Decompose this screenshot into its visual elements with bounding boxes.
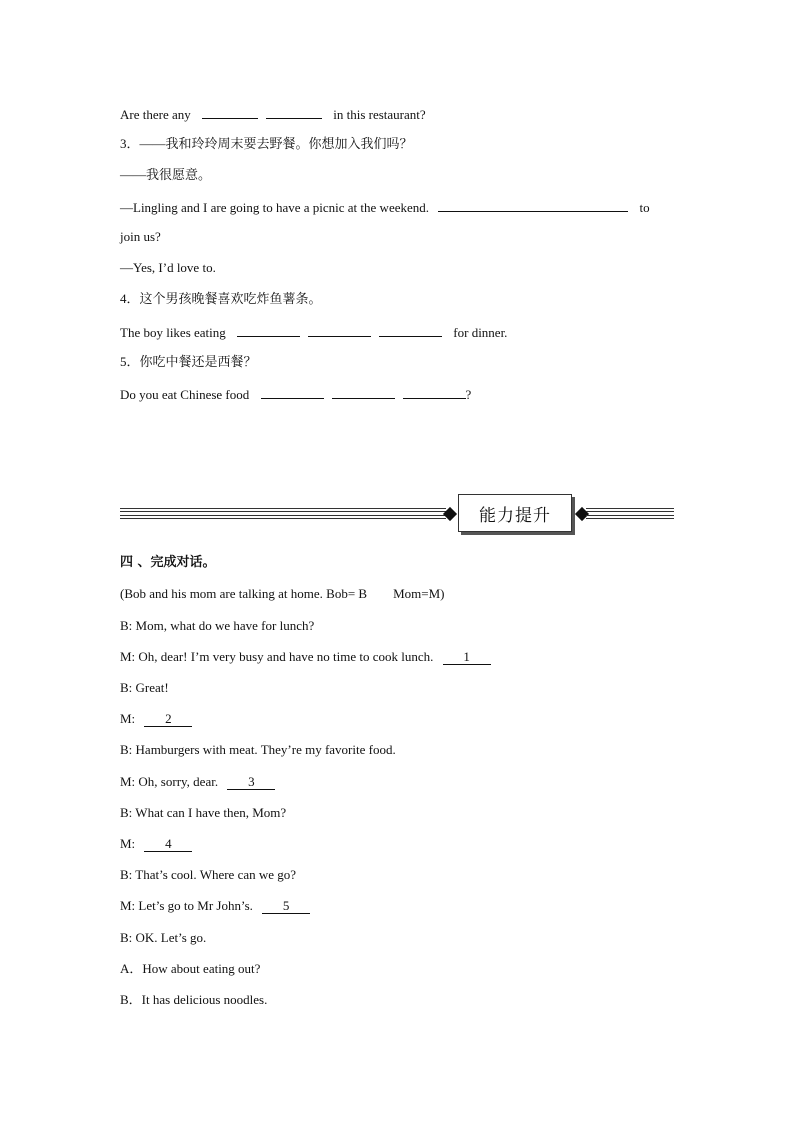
section-heading: 四 、完成对话。 [120,555,216,570]
option-a: A．How about eating out? [120,961,261,976]
q4-prompt: 4．这个男孩晚餐喜欢吃炸鱼薯条。 [120,291,322,306]
q2-english-line: Are there any in this restaurant? [120,107,426,122]
answer-blank[interactable] [202,105,258,119]
answer-blank[interactable]: 1 [443,650,491,665]
answer-blank[interactable]: 2 [144,712,192,727]
banner-rule-left [120,508,446,520]
dialogue-line: B: What can I have then, Mom? [120,805,287,820]
answer-blank[interactable] [332,385,395,399]
dialogue-line: B: OK. Let’s go. [120,930,207,945]
q3-english-reply: —Yes, I’d love to. [120,260,216,275]
section-banner: 能力提升 [458,494,572,532]
answer-blank[interactable] [379,323,442,337]
q5-prompt: 5．你吃中餐还是西餐？ [120,354,257,369]
dialogue-line: B: That’s cool. Where can we go? [120,867,297,882]
dialogue-line: M: Let’s go to Mr John’s. 5 [120,898,310,914]
dialogue-line: B: Great! [120,680,169,695]
answer-blank[interactable] [403,385,466,399]
answer-blank[interactable] [266,105,322,119]
dialogue-line: M: Oh, sorry, dear. 3 [120,774,275,790]
option-b: B．It has delicious noodles. [120,992,268,1007]
dialogue-line: M: 2 [120,711,192,727]
dialogue-line: M: 4 [120,836,192,852]
dialogue-line: B: Mom, what do we have for lunch? [120,618,315,633]
q3-english-cont: join us? [120,229,161,244]
q3-prompt: 3．——我和玲玲周末要去野餐。你想加入我们吗？ [120,136,413,151]
q5-english-line: Do you eat Chinese food ? [120,387,472,402]
q3-prompt-reply: ——我很愿意。 [120,167,212,182]
dialogue-line: B: Hamburgers with meat. They’re my favorite food. [120,742,396,757]
answer-blank[interactable]: 3 [227,775,275,790]
answer-blank[interactable] [237,323,300,337]
answer-blank[interactable] [438,198,628,212]
q3-english-line: —Lingling and I are going to have a picnic at the weekend. to [120,200,650,215]
answer-blank[interactable]: 4 [144,837,192,852]
answer-blank[interactable] [308,323,371,337]
dialogue-line: M: Oh, dear! I’m very busy and have no time to cook lunch. 1 [120,649,491,665]
q4-english-line: The boy likes eating for dinner. [120,325,508,340]
dialogue-intro: (Bob and his mom are talking at home. Bob= B Mom=M) [120,586,445,601]
answer-blank[interactable] [261,385,324,399]
answer-blank[interactable]: 5 [262,899,310,914]
banner-rule-right [586,508,674,520]
